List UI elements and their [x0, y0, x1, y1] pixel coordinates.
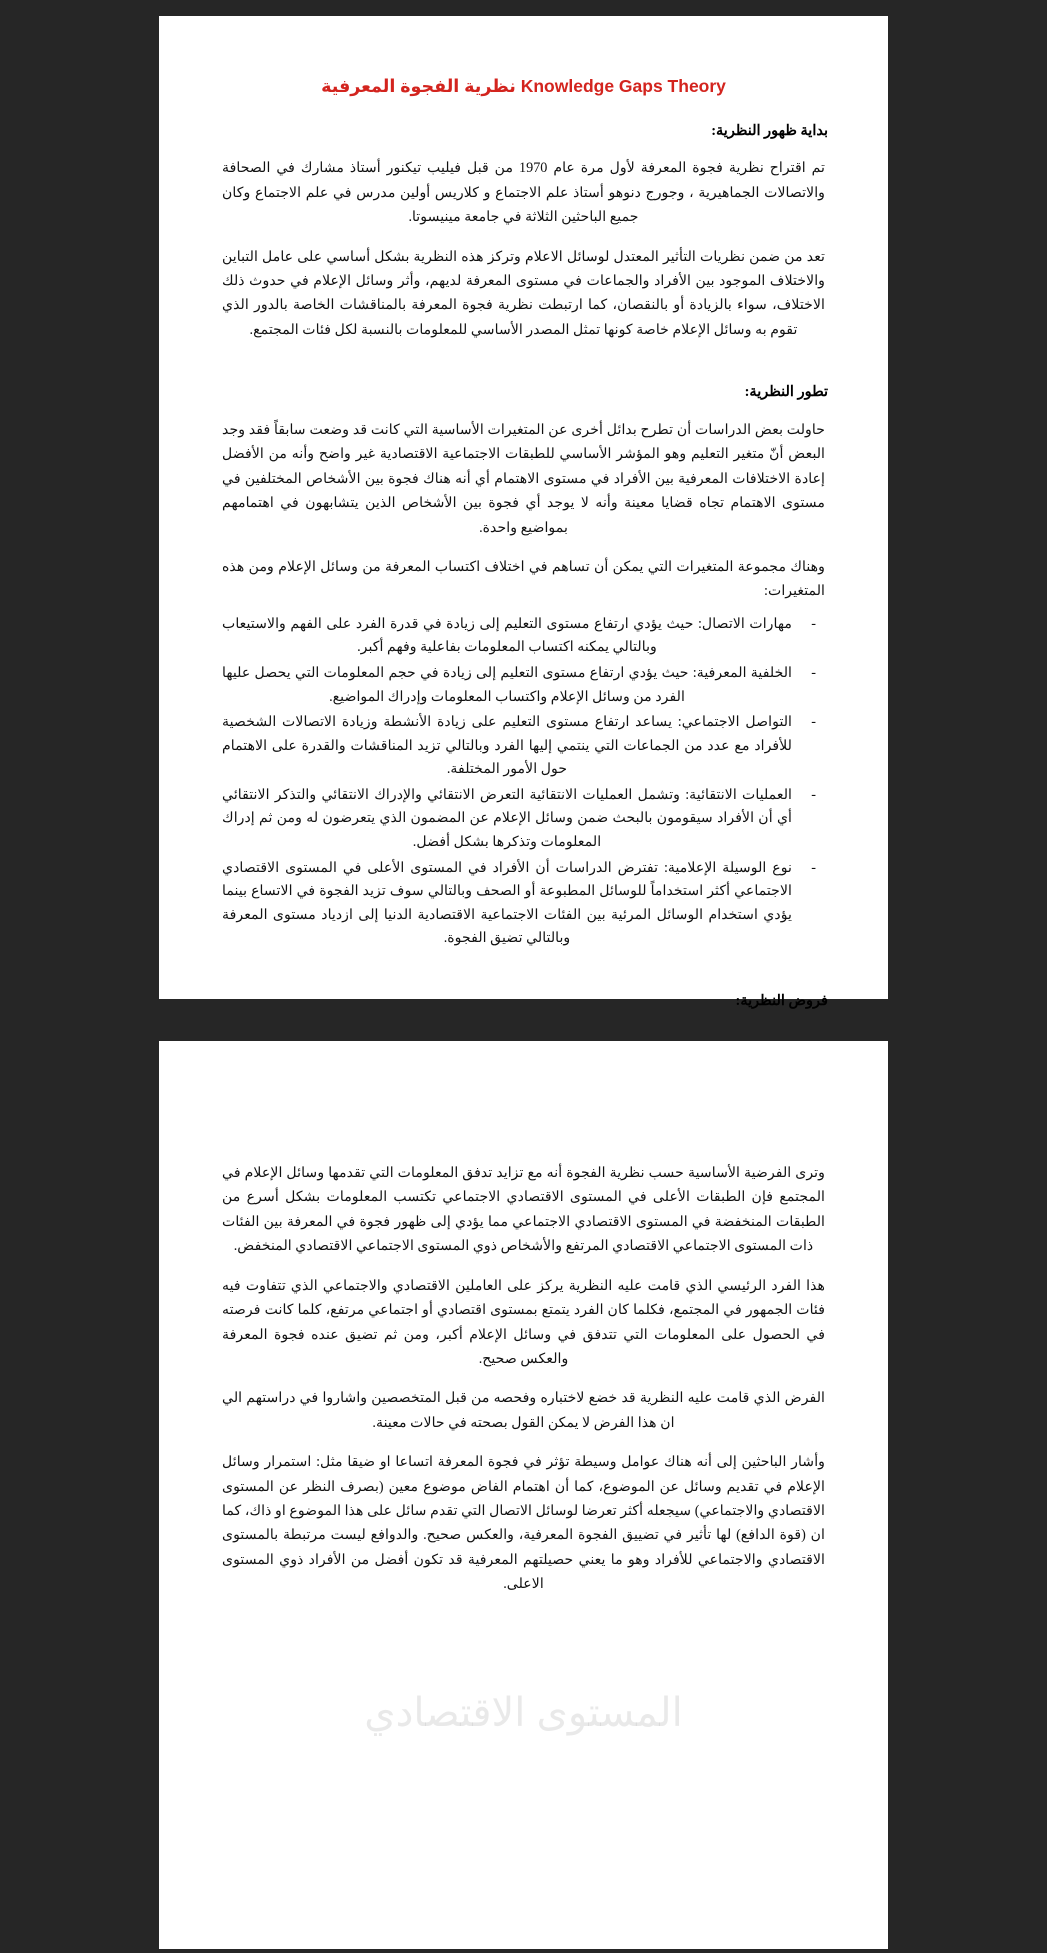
list-item-text: الخلفية المعرفية: حيث يؤدي ارتفاع مستوى التعليم إلى زيادة في حجم المعلومات التي يحصل عليها الفرد من وسائل الإعلام واكتساب المعلومات وإدراك المواضيع. [222, 665, 792, 705]
watermark: المستوى الاقتصادي [364, 1690, 683, 1735]
list-item-text: نوع الوسيلة الإعلامية: تفترض الدراسات أن الأفراد في المستوى الأعلى في المستوى الاقتصادي الاجتماعي أكثر استخداماً للوسائل المطبوعة أو الصحف وبالتالي سوف تزيد الفجوة في الاتساع بينما يؤدي استخدام الوسائل المرئية بين الفئات الاجتماعية الاقتصادية الدنيا إلى ازدياد مستوى المعرفة وبالتالي تضيق الفجوة. [222, 859, 792, 947]
paragraph-hypotheses-4: وأشار الباحثين إلى أنه هناك عوامل وسيطة تؤثر في فجوة المعرفة اتساعا او ضيقا مثل: استمرار وسائل الإعلام في تقديم وسائل عن الموضوع، كما أن اهتمام الفاض موضوع معين (بصرف النظر عن المستوى الاقتصادي والاجتماعي) سيجعله أكثر تعرضا لوسائل الاتصال التي تقدم سائل على هذا الموضوع او ذاك، كما ان (قوة الدافع) لها تأثير في تضييق الفجوة المعرفية، والعكس صحيح. والدوافع ليست مرتبطة بالمستوى الاقتصادي والاجتماعي للأفراد وهو ما يعني حصيلتهم المعرفية قد تكون أفضل من الأفراد ذوي المستوى الاعلى. [222, 1454, 825, 1593]
list-item [219, 662, 828, 709]
list-item-text: التواصل الاجتماعي: يساعد ارتفاع مستوى التعليم على زيادة الأنشطة وزيادة الاتصالات الشخصية للأفراد مع عدد من الجماعات التي ينتمي إليها الفرد وبالتالي تزيد المناقشات والقدرة على الاهتمام حول الأمور المختلفة. [222, 714, 792, 778]
list-item [219, 857, 828, 951]
list-item [219, 711, 828, 782]
bullet-dash-icon: - [811, 615, 816, 632]
bullet-dash-icon: - [811, 714, 816, 731]
variables-list [219, 613, 828, 951]
paragraph-development-1: حاولت بعض الدراسات أن تطرح بدائل أخرى عن المتغيرات الأساسية التي كانت قد وضعت سابقاً فقد وجد البعض أنّ متغير التعليم وهو المؤشر الأساسي للطبقات الاجتماعية الاقتصادية غير واضح وأنه من الأفضل إعادة الاختلافات المعرفية بين الأفراد في مستوى الاهتمام أي أنه هناك فجوة بين الأشخاص المختلفين في مستوى الاهتمام تجاه قضايا معينة وأنه لا يوجد أي فجوة بين الأشخاص الذين يتشابهون في اهتمامهم بمواضيع واحدة. [222, 421, 825, 536]
list-item-text: العمليات الانتقائية: وتشمل العمليات الانتقائية التعرض الانتقائي والإدراك الانتقائي والتذكر الانتقائي أي أن الأفراد سيقومون بالبحث ضمن وسائل الإعلام عن المضمون الذي يتعرضون له ومن ثم إدراك المعلومات وتذكرها بشكل أفضل. [222, 786, 792, 850]
list-item-text: مهارات الاتصال: حيث يؤدي ارتفاع مستوى التعليم إلى زيادة في قدرة الفرد على الفهم والاستيعاب وبالتالي يمكنه اكتساب المعلومات بفاعلية وفهم أكبر. [222, 615, 792, 656]
paragraph-hypotheses-1: وترى الفرضية الأساسية حسب نظرية الفجوة أنه مع تزايد تدفق المعلومات التي تقدمها وسائل الإعلام في المجتمع فإن الطبقات الأعلى في المستوى الاقتصادي الاجتماعي تكتسب المعلومات بشكل أسرع من الطبقات المنخفضة في المستوى الاقتصادي الاجتماعي مما يؤدي إلى ظهور فجوة في المعرفة بين الفئات ذات المستوى الاجتماعي الاقتصادي المرتفع والأشخاص ذوي المستوى الاجتماعي الاقتصادي المنخفض. [222, 1165, 825, 1255]
page-title-arabic: نظرية الفجوة المعرفية [321, 76, 516, 96]
paragraph-origin-1: تم اقتراح نظرية فجوة المعرفة لأول مرة عام 1970 من قبل فيليب تيكنور أستاذ مشارك في الصحافة والاتصالات الجماهيرية ، وجورج دنوهو أستاذ علم الاجتماع و كلاريس أولين مدرس في علم الاجتماع وكان جميع الباحثين الثلاثة في جامعة مينيسوتا. [222, 160, 825, 226]
section-heading-hypotheses: فروض النظرية: [735, 992, 828, 1009]
bullet-dash-icon: - [811, 859, 816, 876]
list-item [219, 784, 828, 855]
document-page-2 [159, 1041, 888, 1949]
document-page-1 [159, 16, 888, 1009]
paragraph-origin-2: تعد من ضمن نظريات التأثير المعتدل لوسائل الاعلام وتركز هذه النظرية بشكل أساسي على عامل التباين والاختلاف الموجود بين الأفراد والجماعات في مستوى المعرفة لديهم، وأثر وسائل الإعلام في حدوث ذلك الاختلاف، سواء بالزيادة أو بالنقصان، كما ارتبطت نظرية فجوة المعرفة بالمناقشات الخاصة بالدور الذي تقوم به وسائل الإعلام خاصة كونها تمثل المصدر الأساسي للمعلومات بالنسبة لكل فئات المجتمع. [222, 248, 825, 338]
list-item [219, 613, 828, 660]
paragraph-hypotheses-3: الفرض الذي قامت عليه النظرية قد خضع لاختباره وفحصه من قبل المتخصصين واشاروا في دراستهم الي ان هذا الفرض لا يمكن القول بصحته في حالات معينة. [222, 1390, 825, 1431]
page-title-english: Knowledge Gaps Theory [520, 76, 726, 96]
section-heading-origin: بداية ظهور النظرية: [711, 122, 828, 139]
bullet-dash-icon: - [811, 665, 816, 682]
page-title [219, 74, 828, 99]
paragraph-development-2: وهناك مجموعة المتغيرات التي يمكن أن تساهم في اختلاف اكتساب المعرفة من وسائل الإعلام ومن هذه المتغيرات: [222, 559, 825, 600]
paragraph-hypotheses-2: هذا الفرد الرئيسي الذي قامت عليه النظرية يركز على العاملين الاقتصادي والاجتماعي الذي تتفاوت فيه فئات الجمهور في المجتمع، فكلما كان الفرد يتمتع بمستوى اقتصادي أو اجتماعي مرتفع، كلما كانت فرصته في الحصول على المعلومات التي تتدفق في وسائل الإعلام أكبر، ومن ثم تضيق عنده فجوة المعرفة والعكس صحيح. [222, 1277, 825, 1367]
bullet-dash-icon: - [811, 786, 816, 803]
section-heading-development: تطور النظرية: [744, 384, 828, 401]
